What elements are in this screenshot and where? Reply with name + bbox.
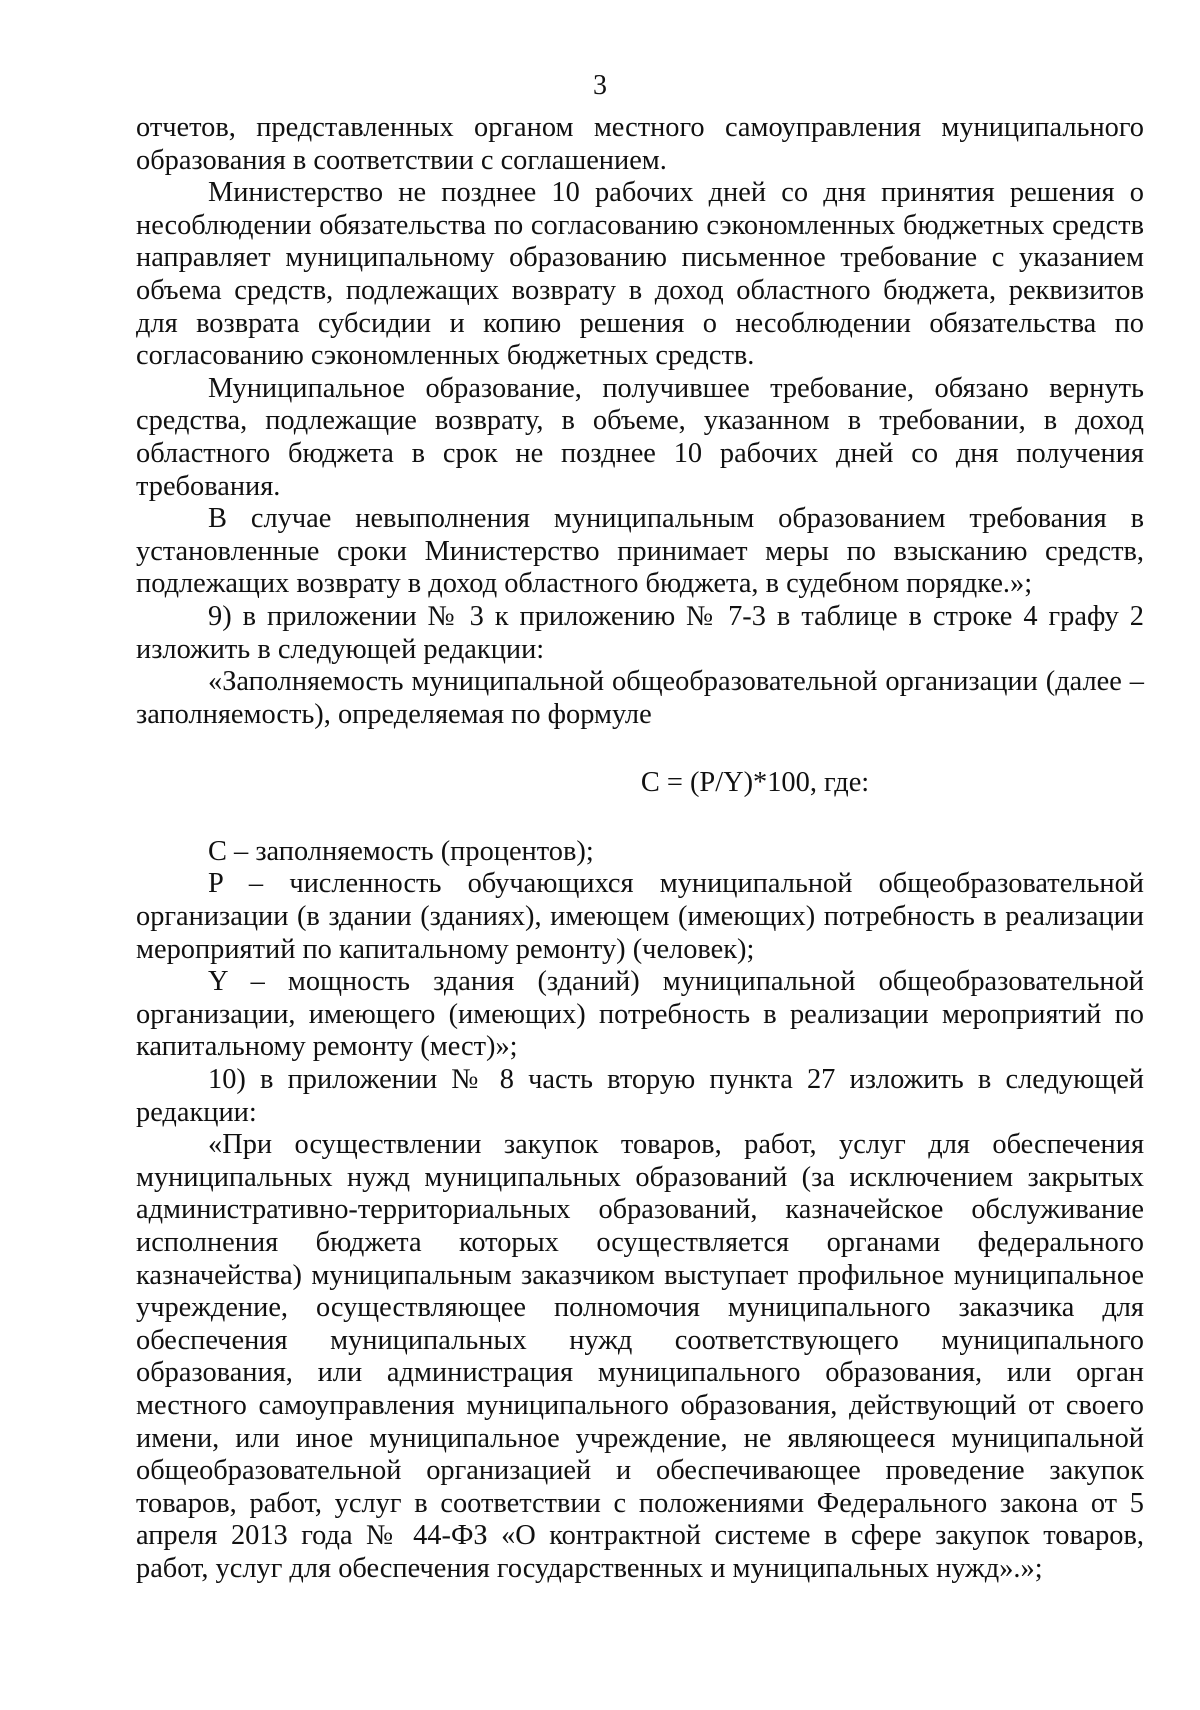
paragraph-occupancy-definition: «Заполняемость муниципальной общеобразовательной организации (далее – заполняемость), определяемая по формуле	[136, 666, 1144, 730]
paragraph-item-10: 10) в приложении № 8 часть вторую пункта 27 изложить в следующей редакции:	[136, 1064, 1144, 1128]
paragraph-continuation: отчетов, представленных органом местного самоуправления муниципального образования в соответствии с соглашением.	[136, 112, 1144, 176]
formula: C = (P/Y)*100, где:	[640, 767, 870, 799]
paragraph-item-9: 9) в приложении № 3 к приложению № 7-3 в таблице в строке 4 графу 2 изложить в следующей редакции:	[136, 600, 1144, 665]
page-number: 3	[593, 70, 607, 101]
definition-c: C – заполняемость (процентов);	[208, 835, 594, 867]
paragraph-recovery: В случае невыполнения муниципальным образованием требования в установленные сроки Министерство принимает меры по взысканию средств, подлежащих возврату в доход областного бюджета, в судебном порядке.»;	[136, 503, 1144, 600]
paragraph-ministry-requirement: Министерство не позднее 10 рабочих дней со дня принятия решения о несоблюдении обязательства по согласованию сэкономленных бюджетных средств направляет муниципальному образованию письменное требование с указанием объема средств, подлежащих возврату в доход областного бюджета, реквизитов для возврата субсидии и копию решения о несоблюдении обязательства по согласованию сэкономленных бюджетных средств.	[136, 177, 1144, 372]
paragraph-procurement: «При осуществлении закупок товаров, работ, услуг для обеспечения муниципальных нужд муниципальных образований (за исключением закрытых административно-территориальных образований, казначейское обслуживание исполнения бюджета которых осуществляется органами федерального казначейства) муниципальным заказчиком выступает профильное муниципальное учреждение, осуществляющее полномочия муниципального заказчика для обеспечения муниципальных нужд соответствующего муниципального образования, или администрация муниципального образования, или орган местного самоуправления муниципального образования, действующий от своего имени, или иное муниципальное учреждение, не являющееся муниципальной общеобразовательной организацией и обеспечивающее проведение закупок товаров, работ, услуг в соответствии с положениями Федерального закона от 5 апреля 2013 года № 44-ФЗ «О контрактной системе в сфере закупок товаров, работ, услуг для обеспечения государственных и муниципальных нужд».»;	[136, 1129, 1144, 1584]
definition-y: Y – мощность здания (зданий) муниципальной общеобразовательной организации, имеющего (имеющих) потребность в реализации мероприятий по капитальному ремонту (мест)»;	[136, 966, 1144, 1063]
definition-p: P – численность обучающихся муниципальной общеобразовательной организации (в здании (зданиях), имеющем (имеющих) потребность в реализации мероприятий по капитальному ремонту) (человек);	[136, 868, 1144, 965]
document-body	[136, 112, 1144, 1586]
paragraph-return-funds: Муниципальное образование, получившее требование, обязано вернуть средства, подлежащие возврату, в объеме, указанном в требовании, в доход областного бюджета в срок не позднее 10 рабочих дней со дня получения требования.	[136, 372, 1144, 502]
